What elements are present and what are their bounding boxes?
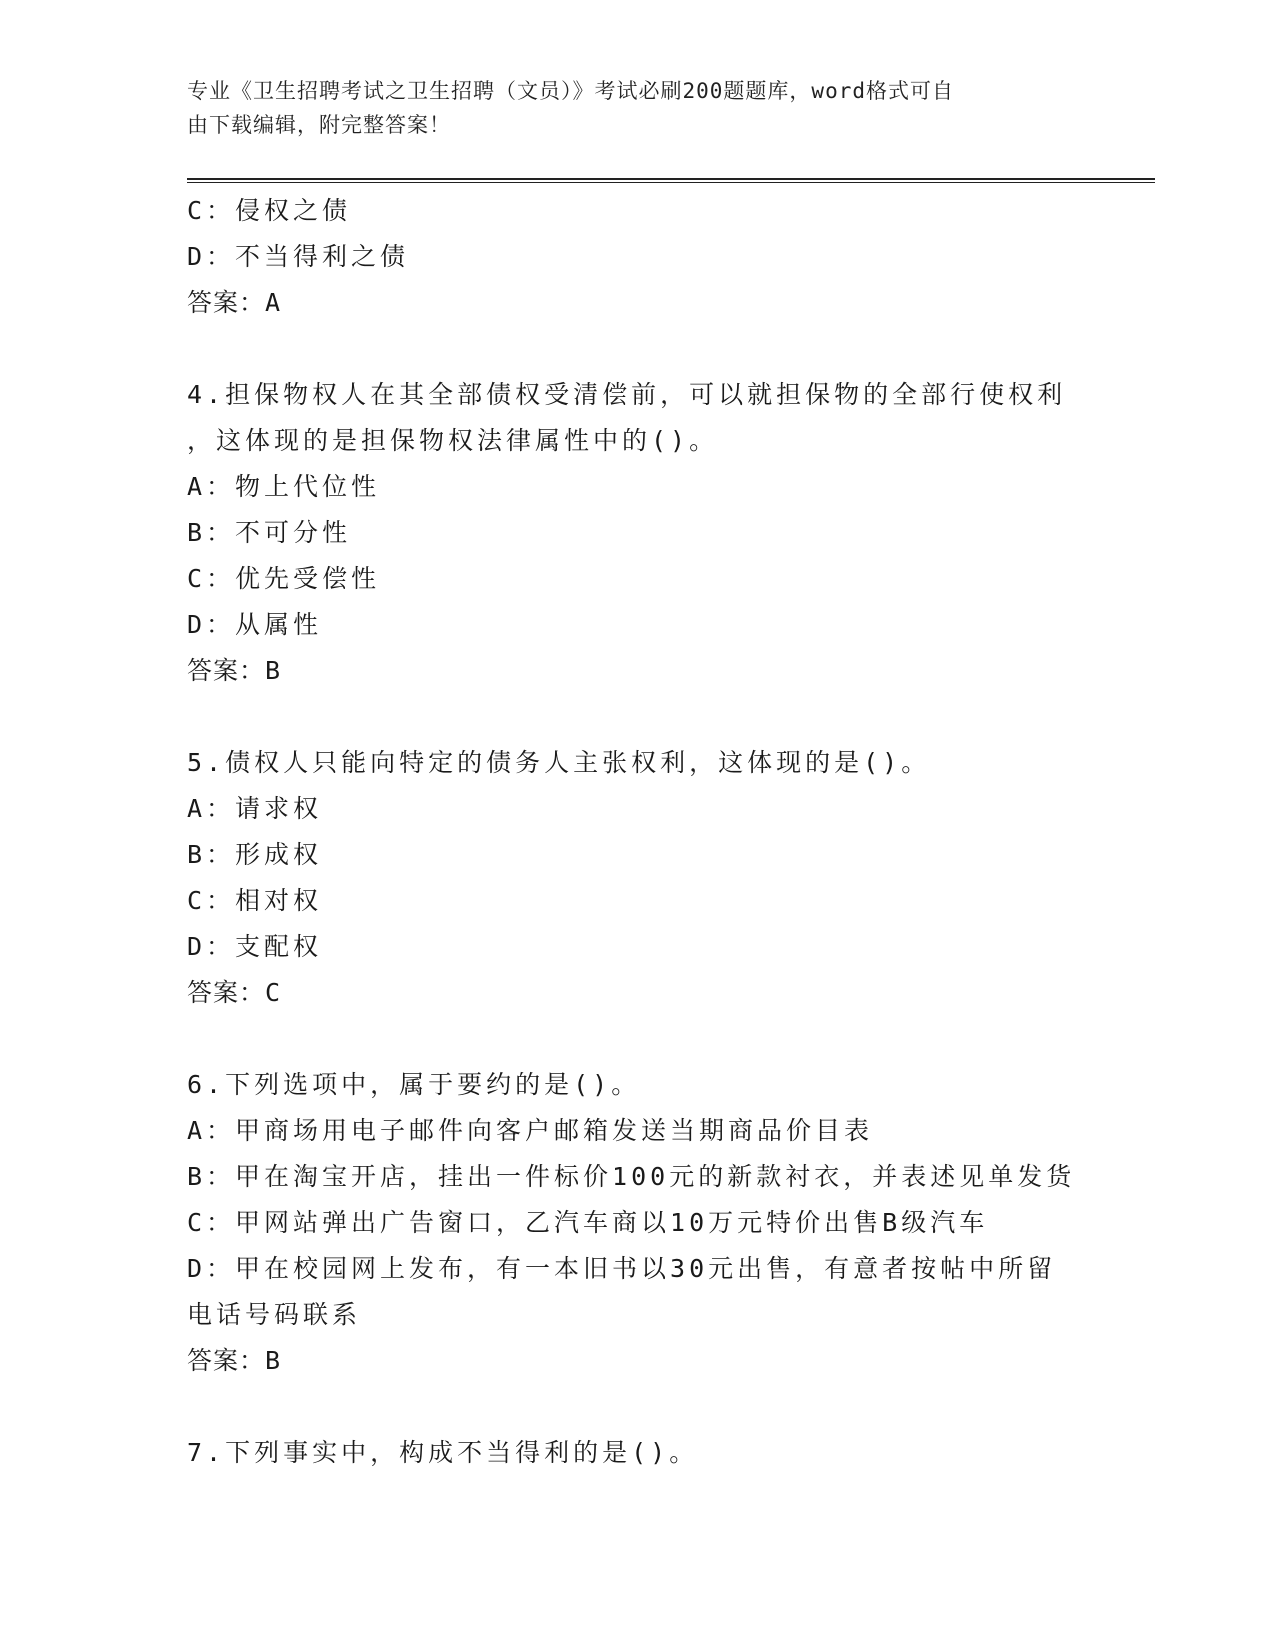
header-divider bbox=[187, 178, 1155, 183]
question-stem: 7.下列事实中，构成不当得利的是()。 bbox=[187, 1438, 699, 1467]
answer-line bbox=[187, 1338, 1087, 1384]
answer-value: C bbox=[265, 978, 282, 1007]
document-header bbox=[187, 74, 1067, 142]
option-a: A：甲商场用电子邮件向客户邮箱发送当期商品价目表 bbox=[187, 1116, 874, 1145]
question-list bbox=[187, 188, 1087, 1476]
question-6 bbox=[187, 1062, 1087, 1384]
question-5 bbox=[187, 740, 1087, 1016]
option-d: D：从属性 bbox=[187, 610, 323, 639]
option-c: C：甲网站弹出广告窗口，乙汽车商以10万元特价出售B级汽车 bbox=[187, 1208, 989, 1237]
answer-line bbox=[187, 970, 1087, 1016]
question-stem: 5.债权人只能向特定的债务人主张权利，这体现的是()。 bbox=[187, 748, 931, 777]
option-c: C：侵权之债 bbox=[187, 196, 352, 225]
option-d: D：不当得利之债 bbox=[187, 242, 410, 271]
header-line-2: 由下载编辑，附完整答案！ bbox=[187, 113, 451, 137]
answer-value: A bbox=[265, 288, 282, 317]
question-7 bbox=[187, 1430, 1087, 1476]
option-b: B：不可分性 bbox=[187, 518, 352, 547]
question-stem: ，这体现的是担保物权法律属性中的()。 bbox=[187, 426, 719, 455]
option-d: D：支配权 bbox=[187, 932, 323, 961]
question-stem: 6.下列选项中，属于要约的是()。 bbox=[187, 1070, 641, 1099]
answer-line bbox=[187, 648, 1087, 694]
question-3-continuation bbox=[187, 188, 1087, 326]
option-b: B：形成权 bbox=[187, 840, 323, 869]
question-stem: 4.担保物权人在其全部债权受清偿前，可以就担保物的全部行使权利 bbox=[187, 380, 1067, 409]
option-c: C：优先受偿性 bbox=[187, 564, 381, 593]
answer-label: 答案： bbox=[187, 1346, 266, 1375]
answer-label: 答案： bbox=[187, 288, 266, 317]
option-a: A：请求权 bbox=[187, 794, 323, 823]
option-b: B：甲在淘宝开店，挂出一件标价100元的新款衬衣，并表述见单发货 bbox=[187, 1162, 1076, 1191]
option-c: C：相对权 bbox=[187, 886, 323, 915]
answer-line bbox=[187, 280, 1087, 326]
answer-value: B bbox=[265, 656, 282, 685]
answer-value: B bbox=[265, 1346, 282, 1375]
option-d-continued: 电话号码联系 bbox=[187, 1300, 362, 1329]
header-line-1: 专业《卫生招聘考试之卫生招聘（文员）》考试必刷200题题库，word格式可自 bbox=[187, 79, 954, 103]
answer-label: 答案： bbox=[187, 978, 266, 1007]
answer-label: 答案： bbox=[187, 656, 266, 685]
option-d: D：甲在校园网上发布，有一本旧书以30元出售，有意者按帖中所留 bbox=[187, 1254, 1057, 1283]
option-a: A：物上代位性 bbox=[187, 472, 381, 501]
question-4 bbox=[187, 372, 1087, 694]
